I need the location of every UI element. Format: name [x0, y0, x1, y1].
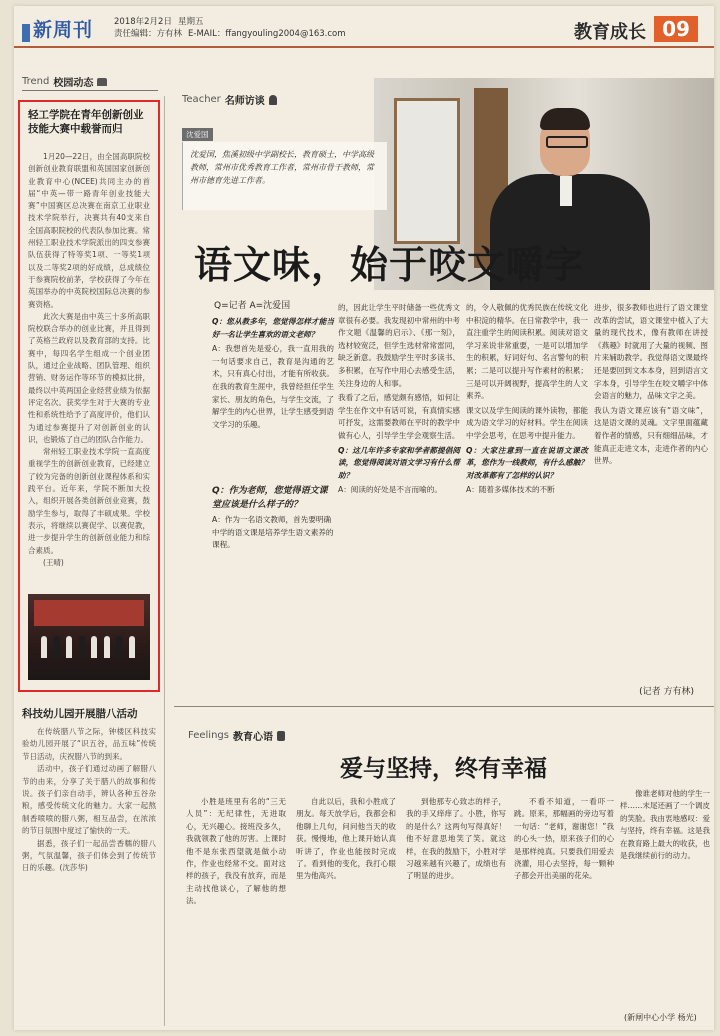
interview-answer: A：随着多媒体技术的不断 [466, 485, 555, 495]
interview-column [466, 302, 588, 499]
interview-column [594, 302, 708, 470]
stage-backdrop [34, 600, 144, 626]
interview-answer: A：作为一名语文教师，首先要明确中学的语文课是培养学生语文素养的课程。 [212, 515, 334, 550]
trend-tag-en: Trend [22, 76, 50, 87]
portrait-hair [540, 108, 590, 130]
feelings-column [620, 788, 710, 862]
article-paragraph: (王晴) [43, 557, 64, 567]
interview-question: Q：您从教多年，您觉得怎样才能当好一名让学生喜欢的语文老师？ [212, 317, 334, 339]
person-icon [269, 95, 277, 105]
header-rule [14, 46, 714, 48]
article-paragraph: 据悉，孩子们一起品尝香糯的腊八粥，气氛温馨，孩子们体会到了传统节日的乐趣。(沈莎华) [22, 838, 156, 873]
interview-question: Q：作为老师，您觉得语文课堂应该是什么样子的？ [212, 486, 328, 510]
feelings-column [186, 796, 286, 908]
article-paragraph: 1月20—22日，由全国高职院校创新创业教育联盟和英国国家创新创业教育中心(NCEE)共同主办的首届“中英—带一路青年创业技能大赛”中国赛区总决赛在南京工业职业技术学院举行，决赛共有40支来自全国高职院校的代表队参加比赛。常州轻工职业技术学院派出的四支参赛队伍获得了特等奖1项、一等奖1项以及二等奖2项的好成绩，总成绩位于参赛院校前茅，学校获得了今年在英国举办的中英院校国际总决赛的参赛资格。 [28, 152, 150, 309]
newspaper-page [14, 6, 714, 1030]
book-icon [277, 731, 285, 741]
window-backdrop [394, 98, 460, 244]
feelings-tag-en: Feelings [188, 730, 229, 741]
interview-answer: A：阅读的好处是不言而喻的。 [338, 485, 442, 495]
person-figure [41, 636, 47, 658]
interview-answer: 我认为语文课应该有“语文味”，这是语文课的灵魂。文字里面蕴藏着作者的情感，只有细细品味，才能真正走进文本，走进作者的内心世界。 [594, 405, 708, 466]
feature-tag [182, 92, 277, 107]
editor: 责任编辑：方有林 [114, 29, 183, 39]
article-paragraph: 小胜是班里有名的“三无人员”：无纪律性，无进取心，无兴趣心。接班没多久，我就领教了他的厉害。上课时他不是东张西望就是做小动作，作业也经常不交。面对这样的孩子，我没有放弃，而是主动找他谈心，了解他的想法。 [186, 797, 286, 906]
page-header [14, 6, 714, 46]
editor-email: E-MAIL：ffangyouling2004@163.com [188, 29, 346, 39]
winners-group [38, 628, 138, 658]
section-title: 教育成长 [574, 22, 646, 43]
article-paragraph: 自此以后，我和小胜成了朋友。每天放学后，我都会和他聊上几句，问问他当天的收获。慢慢地，他上课开始认真听讲了，作业也能按时完成了。看到他的变化，我打心眼里为他高兴。 [296, 797, 396, 881]
interview-answer: 课文以及学生阅读的课外读物，都能成为语文学习的好材料。学生在阅读中学会思考，在思考中提升能力。 [466, 405, 588, 440]
interview-answer: 进步，很多教师也进行了语文课堂改革的尝试，语文课堂中植入了大量的现代技术，像有教师在讲授《燕趣》时就用了大量的视频、图片来辅助教学。我觉得语文课最终还是要回到文本本身，回到语言文字本身，引导学生在咬文嚼字中体会语言的魅力，品味文字之美。 [594, 303, 708, 401]
article-title: 科技幼儿园开展腊八活动 [22, 708, 138, 720]
article-paragraph: 到他那专心致志的样子，我的手又痒痒了。小胜，你写的是什么？这两句写得真好！他不好意思地笑了笑。就这样，在我的鼓励下，小胜对学习越来越有兴趣了，成绩也有了明显的进步。 [406, 797, 506, 881]
pull-quote [212, 484, 334, 568]
interview-column [338, 302, 460, 499]
masthead [22, 16, 93, 42]
interview-answer: 的，因此让学生平时储备一些优秀文章很有必要。我发现初中常州的中考作文题《温馨的启示》、《那一刻》，选材较宽泛，但学生选材常常雷同，缺乏新意。我鼓励学生平时多读书、多积累，在写作中用心去感受生活，关注身边的人和事。 [338, 303, 460, 388]
person-figure [91, 636, 97, 658]
feature-headline: 语文味，始于咬文嚼字 [194, 242, 585, 287]
page-number: 09 [654, 16, 698, 42]
portrait-collar [560, 176, 572, 206]
feature-tag-en: Teacher [182, 94, 221, 105]
trend-rule [22, 90, 158, 91]
feelings-headline: 爱与坚持，终有幸福 [340, 755, 547, 782]
trend-tag-cn: 校园动态 [53, 78, 94, 89]
section-divider [174, 706, 714, 707]
article-paragraph: 像谁老师对他的学生一样……末尾还画了一个调皮的笑脸。我由衷地感叹：爱与坚持，终有幸福。这是我在教育路上最大的收获，也是我继续前行的动力。 [620, 789, 710, 861]
header-meta [114, 16, 352, 40]
column-divider [164, 96, 165, 1026]
trend-tag [22, 74, 107, 89]
feelings-byline: (新闸中心小学 杨光) [624, 1013, 697, 1022]
person-figure [104, 636, 110, 658]
person-figure [54, 636, 60, 658]
issue-date: 2018年2月2日 [114, 17, 172, 27]
masthead-logo: 新周刊 [33, 19, 94, 41]
interview-column [212, 316, 334, 433]
article-paragraph: 常州轻工职业技术学院一直高度重视学生的创新创业教育，已经建立了较为完备的创新创业课程体系和实践平台。近年来，学院不断加大投入，组织开展各类创新创业竞赛，鼓励学生参与，取得了丰硕成果。学校表示，将继续以赛促学、以赛促教，进一步提升学生的创新创业能力和综合素质。 [28, 447, 150, 555]
article-title: 轻工学院在青年创新创业技能大赛中载誉而归 [28, 109, 144, 135]
interview-answer: 我看了之后，感觉颇有感悟，如何让学生在作文中有话可说，有真情实感可抒发，这需要教师在平时的教学中做有心人，引导学生学会观察生活。 [338, 393, 460, 440]
article-paragraph: 此次大赛是由中英三十多所高职院校联合举办的创业比赛，并且得到了英格兰政府以及教育部的支持。比赛中，每四名学生组成一个创业团队，通过企业战略、团队管理、组织营销、财务运作等环节的模拟比拼，最终以中英两国企业经营业绩为依据评定名次。获奖学生对于大赛的专业性和系统性给予了高度评价，他们认为通过参赛提升了对创新创业的认识，也锻炼了自己的团队合作能力。 [28, 311, 150, 444]
interview-answer: 的，令人敬佩的优秀民族在传统文化中积淀的精华。在日常教学中，我一直注重学生的阅读积累。阅读对语文学习来说非常重要，一是可以增加学生的积累，好词好句、名言警句的积累；二是可以提升写作素材的积累；三是可以开阔视野，提高学生的人文素养。 [466, 303, 588, 401]
qa-legend: Q=记者 A=沈爱国 [214, 301, 291, 311]
interview-answer: A：我想首先是爱心，我一直用我的一句话要求自己，教育是沟通的艺术，只有真心付出，才能有所收获。在我的教育生涯中，我曾经担任学生家长、朋友的角色，与学生交流，了解学生的内心世界，让学生感受到语文学习的乐趣。 [212, 344, 334, 429]
person-figure [79, 636, 85, 658]
feelings-tag [188, 728, 285, 743]
article-body [28, 151, 150, 569]
feelings-column [514, 796, 614, 883]
article-body [22, 726, 156, 875]
portrait-glasses [546, 136, 588, 148]
competition-photo [28, 594, 150, 680]
feelings-tag-cn: 教育心语 [232, 732, 273, 743]
person-figure [116, 636, 122, 658]
feelings-column [296, 796, 396, 883]
issue-weekday: 星期五 [177, 17, 204, 27]
interview-question: Q：这几年许多专家和学者都提倡阅读，您觉得阅读对语文学习有什么帮助？ [338, 445, 460, 480]
article-paragraph: 不看不知道，一看吓一跳。原来，那幅画的旁边写着一句话：“老师，谢谢您！”我的心头一热，原来孩子们的心是那样纯真。只要我们用爱去浇灌，用心去坚持，每一颗种子都会开出美丽的花朵。 [514, 797, 614, 881]
person-figure [66, 636, 72, 658]
person-figure [129, 636, 135, 658]
feelings-column [406, 796, 506, 883]
article-paragraph: 活动中，孩子们通过动画了解腊八节的由来，分享了关于腊八的故事和传说。孩子们亲自动手，辨认各种五谷杂粮，感受传统文化的魅力。大家一起熬制香喷喷的腊八粥，相互品尝，在浓浓的节日氛围中度过了愉快的一天。 [22, 764, 156, 836]
bio-text: 沈爱国，焦溪初级中学副校长，教育硕士，中学高级教师，常州市优秀教育工作者，常州市骨干教师，常州市德育先进工作者。 [190, 150, 374, 185]
masthead-mark [22, 24, 30, 42]
bio-name: 沈爱国 [182, 128, 213, 141]
feature-tag-cn: 名师访谈 [224, 96, 265, 107]
house-icon [97, 78, 107, 86]
article-paragraph: 在传统腊八节之际，钟楼区科技实验幼儿园开展了“识五谷，品五味”传统节日活动，庆祝腊八节的到来。 [22, 727, 156, 761]
interview-question: Q：大家注意到一直在说语文课改革，您作为一线教师，有什么感触？对改革都有了怎样的认识？ [466, 445, 588, 480]
feature-byline: (记者 方有林) [639, 687, 694, 697]
